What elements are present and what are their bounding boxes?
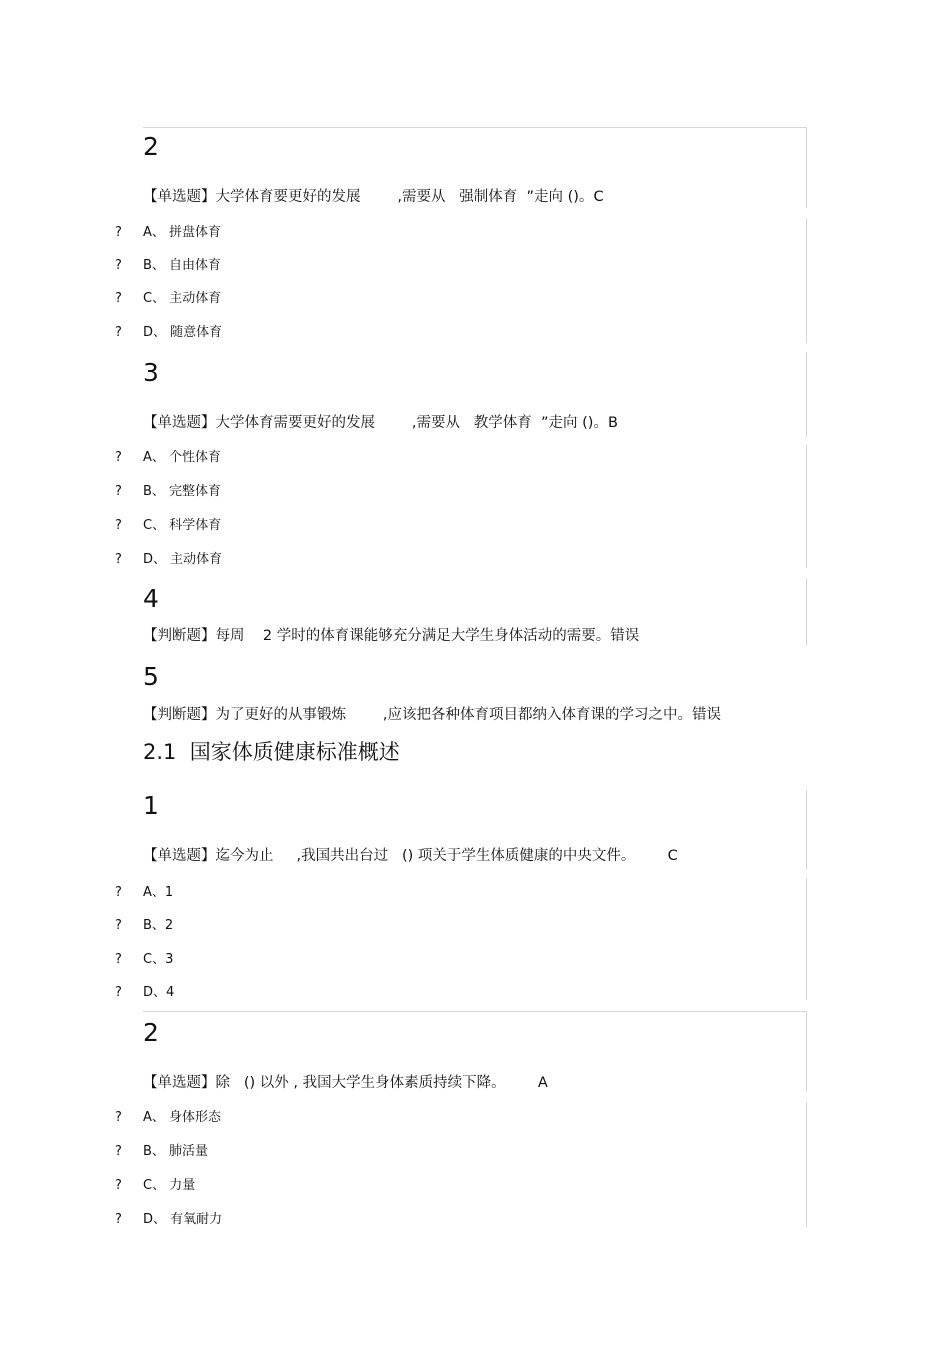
option-item <box>115 324 222 342</box>
bullet-icon: ? <box>115 1212 122 1227</box>
option-item <box>115 483 221 501</box>
bullet-icon: ? <box>115 225 122 240</box>
question-number: 5 <box>143 662 159 691</box>
option-item <box>115 1177 195 1195</box>
option-label: C、 主动体育 <box>143 291 222 306</box>
option-item <box>115 1211 222 1229</box>
question-text: 【单选题】大学体育需要更好的发展 ,需要从 教学体育 ”走向 ()。B <box>143 415 618 431</box>
option-label: B、 完整体育 <box>143 484 222 499</box>
option-label: B、 肺活量 <box>143 1144 209 1159</box>
option-label: A、 身体形态 <box>143 1110 222 1125</box>
option-item <box>115 984 174 1002</box>
option-label: B、2 <box>143 918 174 933</box>
bullet-icon: ? <box>115 258 122 273</box>
options-frame <box>143 445 807 568</box>
option-item <box>115 517 221 535</box>
bullet-icon: ? <box>115 291 122 306</box>
question-number: 4 <box>143 584 159 613</box>
option-label: A、1 <box>143 885 174 900</box>
question-text: 【单选题】迄今为止 ,我国共出台过 () 项关于学生体质健康的中央文件。 C <box>143 848 678 864</box>
option-label: C、3 <box>143 952 174 967</box>
option-item <box>115 1109 221 1127</box>
section-title: 2.1 国家体质健康标准概述 <box>143 740 400 764</box>
bullet-icon: ? <box>115 518 122 533</box>
bullet-icon: ? <box>115 484 122 499</box>
option-item <box>115 257 221 275</box>
question-text: 【单选题】大学体育要更好的发展 ,需要从 强制体育 ”走向 ()。C <box>143 189 604 205</box>
option-label: D、 有氧耐力 <box>143 1212 223 1227</box>
option-label: C、 科学体育 <box>143 518 222 533</box>
option-label: A、 拼盘体育 <box>143 225 222 240</box>
bullet-icon: ? <box>115 885 122 900</box>
bullet-icon: ? <box>115 450 122 465</box>
option-label: C、 力量 <box>143 1178 196 1193</box>
options-frame <box>143 218 807 343</box>
option-item <box>115 917 173 935</box>
question-text: 【判断题】为了更好的从事锻炼 ,应该把各种体育项目都纳入体育课的学习之中。错误 <box>143 707 721 723</box>
question-number: 2 <box>143 132 159 161</box>
bullet-icon: ? <box>115 1178 122 1193</box>
bullet-icon: ? <box>115 985 122 1000</box>
question-text: 【单选题】除 () 以外 , 我国大学生身体素质持续下降。 A <box>143 1075 548 1091</box>
question-number: 1 <box>143 791 159 820</box>
bullet-icon: ? <box>115 552 122 567</box>
option-label: D、 随意体育 <box>143 325 223 340</box>
question-number: 3 <box>143 358 159 387</box>
option-item <box>115 1143 208 1161</box>
option-item <box>115 884 173 902</box>
bullet-icon: ? <box>115 1144 122 1159</box>
question-text: 【判断题】每周 2 学时的体育课能够充分满足大学生身体活动的需要。错误 <box>143 628 640 644</box>
option-item <box>115 449 221 467</box>
question-number: 2 <box>143 1018 159 1047</box>
bullet-icon: ? <box>115 918 122 933</box>
bullet-icon: ? <box>115 325 122 340</box>
option-item <box>115 551 222 569</box>
option-label: B、 自由体育 <box>143 258 222 273</box>
option-label: D、4 <box>143 985 175 1000</box>
options-frame <box>143 1102 807 1227</box>
option-label: A、 个性体育 <box>143 450 222 465</box>
option-item <box>115 951 173 969</box>
bullet-icon: ? <box>115 1110 122 1125</box>
option-label: D、 主动体育 <box>143 552 223 567</box>
bullet-icon: ? <box>115 952 122 967</box>
option-item <box>115 290 221 308</box>
option-item <box>115 224 221 242</box>
options-frame <box>143 878 807 1000</box>
